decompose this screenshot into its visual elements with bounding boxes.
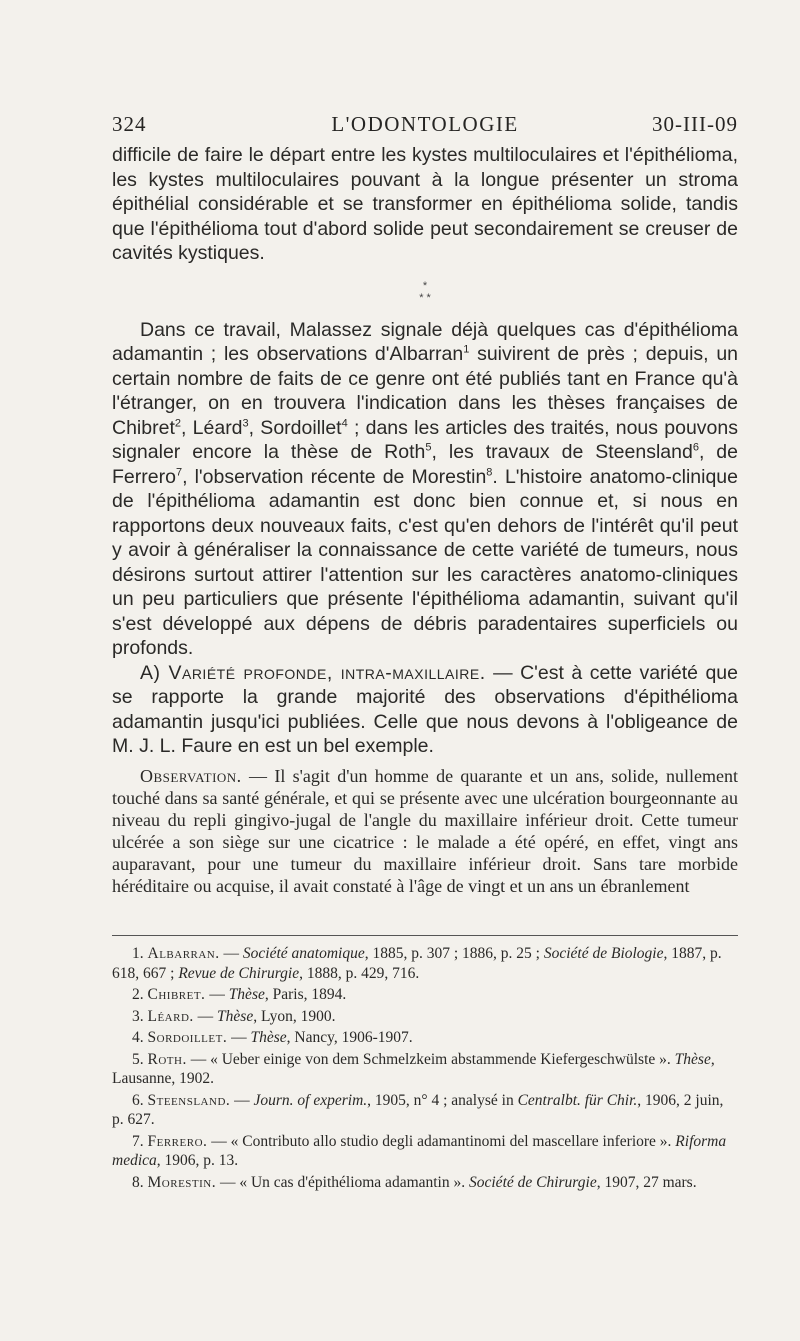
footnote: 6. Steensland. — Journ. of experim., 1905, n° 4 ; analysé in Centralbt. für Chir., 1906, 2 juin, p. 627. <box>112 1091 724 1128</box>
separator-star-top: * <box>422 279 428 292</box>
main-text <box>112 143 738 759</box>
footnote: 1. Albarran. — Société anatomique, 1885, p. 307 ; 1886, p. 25 ; Société de Biologie, 1887, p. 618, 667 ; Revue de Chirurgie, 1888, p. 429, 716. <box>112 945 722 982</box>
paragraph-2: Dans ce travail, Malassez signale déjà quelques cas d'épithélioma adamantin ; les observations d'Albarran$^1$ suivirent de près ; depuis, un certain nombre de faits de ce genre ont été publiés tant en France qu'à l'étranger, on en trouvera l'indication dans les thèses françaises de Chibret$^2$, Léard$^3$, Sordoillet$^4$ ; dans les articles des traités, nous pouvons signaler encore la thèse de Roth$^5$, les travaux de Steensland$^6$, de Ferrero$^7$, l'observation récente de Morestin$^8$. L'histoire anatomo-clinique de l'épithélioma adamantin est donc bien connue et, si nous en rapportons deux nouveaux faits, c'est qu'en dehors de l'intérêt qu'il peut y avoir à généraliser la connaissance de cette variété de tumeurs, nous désirons surtout attirer l'attention sur les caractères anatomo-cliniques un peu particuliers que présente l'épithélioma adamantin, suivant qu'il s'est développé aux dépens de débris paradentaires superficiels ou profonds. <box>112 318 739 659</box>
footnote: 8. Morestin. — « Un cas d'épithélioma adamantin ». Société de Chirurgie, 1907, 27 mars. <box>132 1173 697 1191</box>
footnote-ref: 5 <box>425 441 432 454</box>
footnote-ref: 1 <box>463 343 470 356</box>
paragraph-3: A) Variété profonde, intra-maxillaire. — C'est à cette variété que se rapporte la grande majorité des observations d'épithélioma adamantin jusqu'ici publiées. Celle que nous devons à l'obligeance de M. J. L. Faure en est un bel exemple. <box>112 661 738 757</box>
separator-stars-bottom: * * <box>419 291 431 304</box>
running-title: L'ODONTOLOGIE <box>331 112 519 136</box>
footnote-rule <box>112 935 738 936</box>
footnote-ref: 8 <box>486 466 493 478</box>
section-heading: A) Variété profonde, intra-maxillaire. <box>140 661 486 684</box>
footnote-ref: 2 <box>174 417 181 429</box>
issue-date: 30-III-09 <box>652 112 738 136</box>
footnotes <box>112 944 738 1194</box>
footnote-ref: 6 <box>692 441 699 454</box>
section-separator <box>112 280 738 304</box>
footnote: 4. Sordoillet. — Thèse, Nancy, 1906-1907. <box>132 1029 413 1046</box>
footnote: 5. Roth. — « Ueber einige von dem Schmelzkeim abstammende Kiefergeschwülste ». Thèse, Lausanne, 1902. <box>112 1050 715 1087</box>
footnote: 7. Ferrero. — « Contributo allo studio degli adamantinomi del mascellare inferiore ». Riforma medica, 1906, p. 13. <box>112 1132 727 1169</box>
footnote: 3. Léard. — Thèse, Lyon, 1900. <box>132 1007 336 1025</box>
observation-text: — Il s'agit d'un homme de quarante et un ans, solide, nullement touché dans sa santé générale, et qui se présente avec une ulcération bourgeonnante au niveau du repli gingivo-jugal de l'angle du maxillaire inférieur droit. Cette tumeur ulcérée a son siège sur une cicatrice : le malade a été opéré, en effet, vingt ans auparavant, pour une tumeur du maxillaire inférieur droit. Sans tare morbide héréditaire ou acquise, il avait constaté à l'âge de vingt et un ans un ébranlement <box>112 766 738 896</box>
footnote-ref: 4 <box>341 417 348 429</box>
observation-block <box>112 765 738 897</box>
running-header <box>112 112 738 142</box>
footnote-ref: 7 <box>175 466 183 478</box>
observation-label: Observation. <box>140 766 242 786</box>
footnote-ref: 3 <box>242 417 249 429</box>
page-number: 324 <box>112 112 147 136</box>
footnote: 2. Chibret. — Thèse, Paris, 1894. <box>132 986 347 1003</box>
paragraph-1: difficile de faire le départ entre les kystes multiloculaires et l'épithélioma, les kystes multiloculaires pouvant à la longue présenter un stroma épithélial considérable et se transformer en épithélioma solide, tandis que l'épithélioma tout d'abord solide peut secondairement se creuser de cavités kystiques. <box>112 144 738 264</box>
